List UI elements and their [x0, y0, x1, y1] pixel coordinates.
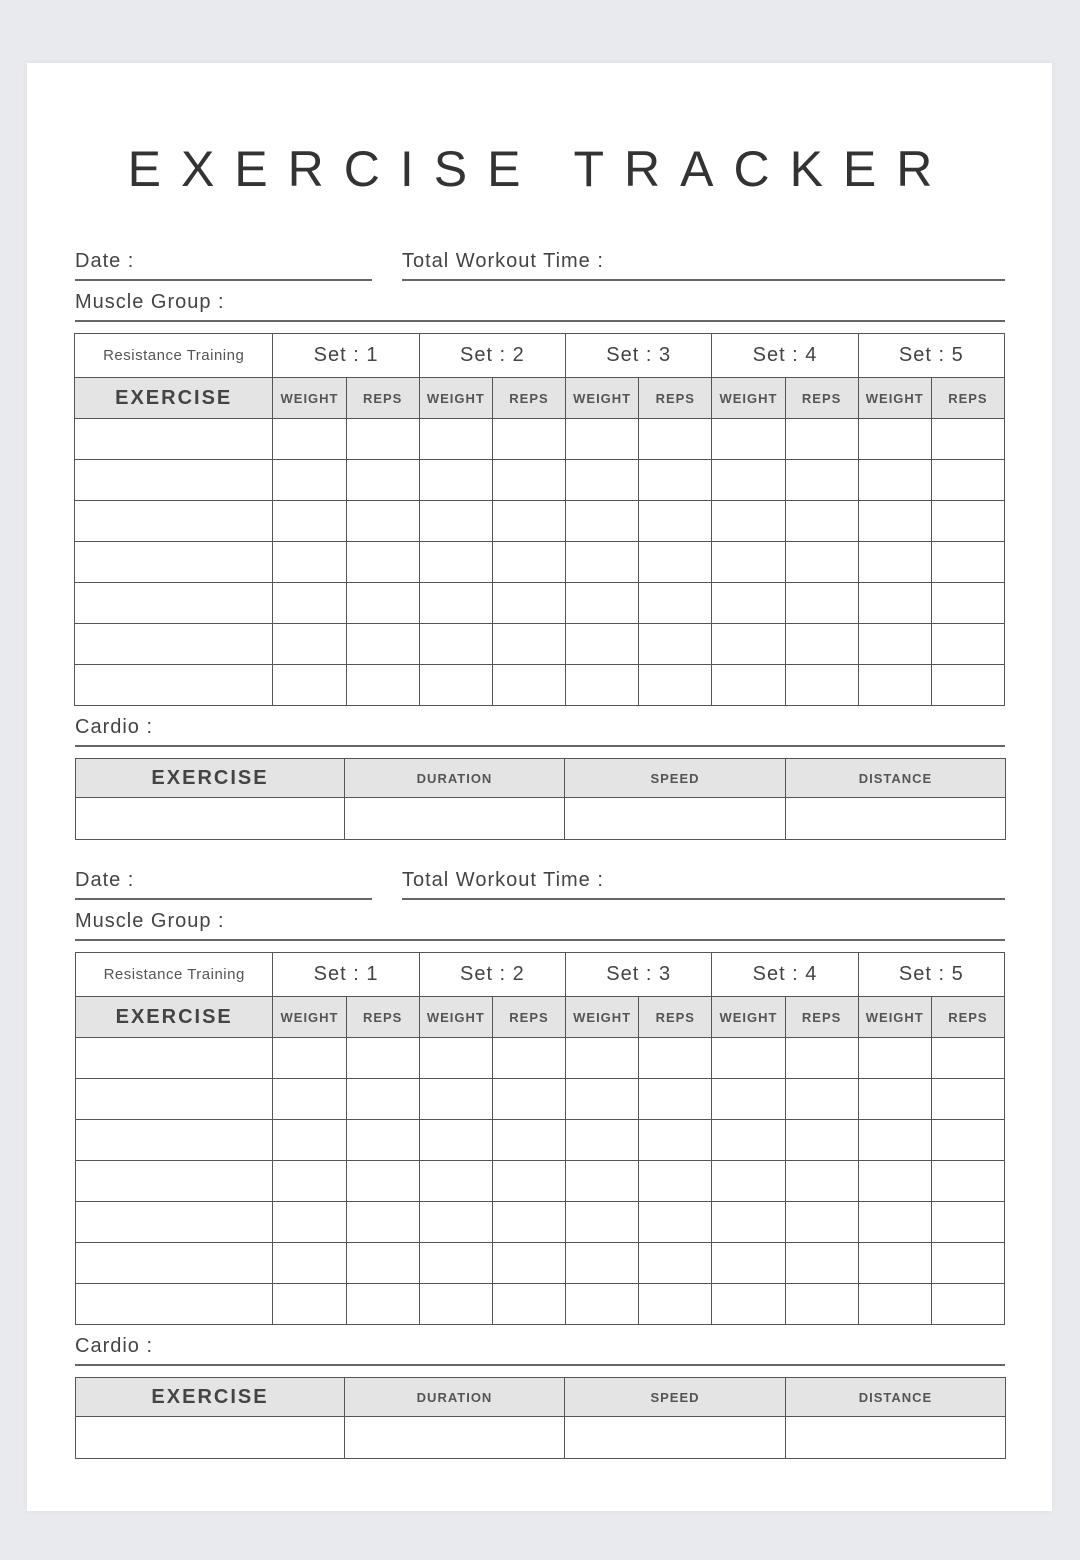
reps-cell[interactable]: [785, 624, 858, 665]
reps-cell[interactable]: [639, 419, 712, 460]
cardio-exercise-cell[interactable]: [76, 1417, 345, 1459]
reps-cell[interactable]: [346, 1120, 419, 1161]
weight-cell[interactable]: [419, 1079, 492, 1120]
resistance-training-table: [74, 333, 1005, 706]
weight-cell[interactable]: [566, 665, 639, 706]
speed-cell[interactable]: [565, 1417, 786, 1459]
weight-cell[interactable]: [858, 1243, 931, 1284]
reps-header: REPS: [785, 997, 858, 1038]
reps-cell[interactable]: [639, 583, 712, 624]
page-title: EXERCISE TRACKER: [127, 141, 953, 197]
reps-cell[interactable]: [931, 1038, 1004, 1079]
weight-header: WEIGHT: [858, 997, 931, 1038]
reps-cell[interactable]: [492, 1243, 565, 1284]
reps-cell[interactable]: [346, 1161, 419, 1202]
total-workout-time-field-line[interactable]: [402, 279, 1005, 281]
date-label: Date :: [75, 869, 135, 891]
exercise-cell[interactable]: [76, 1120, 273, 1161]
resistance-training-label: Resistance Training: [75, 334, 273, 378]
reps-cell[interactable]: [639, 460, 712, 501]
exercise-cell[interactable]: [76, 1161, 273, 1202]
reps-cell[interactable]: [492, 1284, 565, 1325]
weight-cell[interactable]: [712, 1079, 785, 1120]
exercise-cell[interactable]: [76, 1079, 273, 1120]
table-row: [75, 419, 1005, 460]
reps-cell[interactable]: [785, 1038, 858, 1079]
weight-cell[interactable]: [858, 624, 931, 665]
reps-cell[interactable]: [931, 542, 1004, 583]
reps-header: REPS: [639, 997, 712, 1038]
weight-cell[interactable]: [273, 460, 346, 501]
table-row: [75, 624, 1005, 665]
reps-header: REPS: [639, 378, 712, 419]
weight-cell[interactable]: [419, 1120, 492, 1161]
reps-cell[interactable]: [931, 419, 1004, 460]
weight-cell[interactable]: [273, 1284, 346, 1325]
weight-cell[interactable]: [712, 1202, 785, 1243]
weight-cell[interactable]: [858, 1161, 931, 1202]
reps-cell[interactable]: [931, 1284, 1004, 1325]
muscle-group-field-line[interactable]: [75, 939, 1005, 941]
table-row: [75, 583, 1005, 624]
set-1-header: Set : 1: [273, 953, 419, 997]
weight-header: WEIGHT: [566, 997, 639, 1038]
reps-cell[interactable]: [492, 583, 565, 624]
exercise-cell[interactable]: [76, 1202, 273, 1243]
weight-cell[interactable]: [858, 1079, 931, 1120]
set-1-header: Set : 1: [273, 334, 419, 378]
duration-cell[interactable]: [345, 798, 565, 840]
reps-cell[interactable]: [492, 419, 565, 460]
weight-cell[interactable]: [273, 1161, 346, 1202]
reps-cell[interactable]: [785, 1120, 858, 1161]
reps-cell[interactable]: [492, 1038, 565, 1079]
weight-cell[interactable]: [566, 1161, 639, 1202]
weight-cell[interactable]: [858, 665, 931, 706]
weight-cell[interactable]: [566, 583, 639, 624]
weight-cell[interactable]: [712, 1038, 785, 1079]
weight-cell[interactable]: [419, 1243, 492, 1284]
weight-cell[interactable]: [712, 1243, 785, 1284]
weight-cell[interactable]: [273, 501, 346, 542]
reps-cell[interactable]: [785, 1243, 858, 1284]
reps-cell[interactable]: [346, 1079, 419, 1120]
exercise-cell[interactable]: [76, 1284, 273, 1325]
reps-header: REPS: [492, 378, 565, 419]
weight-cell[interactable]: [858, 460, 931, 501]
set-4-header: Set : 4: [712, 334, 858, 378]
reps-cell[interactable]: [346, 419, 419, 460]
reps-cell[interactable]: [346, 1243, 419, 1284]
weight-cell[interactable]: [566, 1079, 639, 1120]
weight-cell[interactable]: [419, 583, 492, 624]
exercise-cell[interactable]: [76, 1038, 273, 1079]
distance-cell[interactable]: [786, 798, 1006, 840]
weight-cell[interactable]: [419, 501, 492, 542]
weight-cell[interactable]: [566, 1284, 639, 1325]
total-workout-time-label: Total Workout Time :: [402, 869, 604, 891]
date-field-line[interactable]: [75, 898, 372, 900]
distance-cell[interactable]: [786, 1417, 1006, 1459]
reps-cell[interactable]: [785, 501, 858, 542]
reps-cell[interactable]: [785, 1284, 858, 1325]
reps-cell[interactable]: [346, 460, 419, 501]
exercise-cell[interactable]: [75, 501, 273, 542]
reps-cell[interactable]: [346, 501, 419, 542]
set-3-header: Set : 3: [566, 334, 712, 378]
cardio-label: Cardio :: [75, 716, 154, 738]
reps-cell[interactable]: [931, 583, 1004, 624]
reps-cell[interactable]: [346, 583, 419, 624]
table-row: [76, 1417, 1006, 1459]
table-row: [76, 1243, 1005, 1284]
weight-cell[interactable]: [858, 419, 931, 460]
reps-cell[interactable]: [931, 460, 1004, 501]
muscle-group-label: Muscle Group :: [75, 910, 225, 932]
duration-cell[interactable]: [345, 1417, 565, 1459]
weight-cell[interactable]: [712, 419, 785, 460]
weight-header: WEIGHT: [712, 997, 785, 1038]
reps-cell[interactable]: [639, 1120, 712, 1161]
reps-header: REPS: [346, 378, 419, 419]
weight-cell[interactable]: [566, 501, 639, 542]
weight-cell[interactable]: [419, 419, 492, 460]
reps-cell[interactable]: [785, 1161, 858, 1202]
reps-cell[interactable]: [346, 665, 419, 706]
set-4-header: Set : 4: [712, 953, 858, 997]
weight-cell[interactable]: [712, 1161, 785, 1202]
table-row: [76, 1202, 1005, 1243]
weight-cell[interactable]: [419, 542, 492, 583]
reps-cell[interactable]: [785, 419, 858, 460]
weight-cell[interactable]: [712, 665, 785, 706]
weight-cell[interactable]: [273, 1079, 346, 1120]
reps-cell[interactable]: [785, 1202, 858, 1243]
weight-cell[interactable]: [566, 1202, 639, 1243]
speed-header: SPEED: [565, 1378, 786, 1417]
table-row: [76, 1161, 1005, 1202]
weight-cell[interactable]: [858, 1284, 931, 1325]
weight-header: WEIGHT: [273, 378, 346, 419]
weight-cell[interactable]: [712, 1120, 785, 1161]
muscle-group-field-line[interactable]: [75, 320, 1005, 322]
reps-header: REPS: [931, 378, 1004, 419]
distance-header: DISTANCE: [786, 1378, 1006, 1417]
weight-cell[interactable]: [419, 1161, 492, 1202]
exercise-cell[interactable]: [75, 419, 273, 460]
reps-header: REPS: [931, 997, 1004, 1038]
weight-cell[interactable]: [273, 1038, 346, 1079]
reps-cell[interactable]: [346, 1038, 419, 1079]
cardio-exercise-cell[interactable]: [76, 798, 345, 840]
weight-cell[interactable]: [273, 1243, 346, 1284]
reps-cell[interactable]: [492, 1161, 565, 1202]
reps-cell[interactable]: [931, 1202, 1004, 1243]
weight-cell[interactable]: [566, 1038, 639, 1079]
weight-cell[interactable]: [712, 583, 785, 624]
weight-cell[interactable]: [858, 501, 931, 542]
cardio-label: Cardio :: [75, 1335, 154, 1357]
table-row: [75, 501, 1005, 542]
weight-cell[interactable]: [566, 624, 639, 665]
date-field-line[interactable]: [75, 279, 372, 281]
weight-header: WEIGHT: [419, 997, 492, 1038]
total-workout-time-field-line[interactable]: [402, 898, 1005, 900]
reps-cell[interactable]: [931, 1161, 1004, 1202]
weight-cell[interactable]: [419, 624, 492, 665]
weight-cell[interactable]: [273, 419, 346, 460]
table-row: [76, 1079, 1005, 1120]
weight-cell[interactable]: [712, 460, 785, 501]
reps-cell[interactable]: [639, 542, 712, 583]
weight-cell[interactable]: [566, 1120, 639, 1161]
exercise-cell[interactable]: [75, 460, 273, 501]
reps-cell[interactable]: [639, 665, 712, 706]
exercise-column-header: EXERCISE: [75, 378, 273, 419]
weight-cell[interactable]: [419, 1202, 492, 1243]
weight-cell[interactable]: [712, 624, 785, 665]
reps-cell[interactable]: [785, 542, 858, 583]
weight-header: WEIGHT: [712, 378, 785, 419]
muscle-group-label: Muscle Group :: [75, 291, 225, 313]
reps-cell[interactable]: [639, 624, 712, 665]
reps-cell[interactable]: [346, 624, 419, 665]
weight-cell[interactable]: [858, 1120, 931, 1161]
speed-cell[interactable]: [565, 798, 786, 840]
reps-cell[interactable]: [492, 1202, 565, 1243]
exercise-cell[interactable]: [75, 542, 273, 583]
reps-header: REPS: [492, 997, 565, 1038]
set-5-header: Set : 5: [858, 334, 1004, 378]
weight-cell[interactable]: [273, 1202, 346, 1243]
weight-cell[interactable]: [419, 665, 492, 706]
reps-cell[interactable]: [785, 1079, 858, 1120]
reps-cell[interactable]: [639, 1202, 712, 1243]
table-row: [75, 542, 1005, 583]
reps-cell[interactable]: [639, 1079, 712, 1120]
duration-header: DURATION: [345, 759, 565, 798]
reps-cell[interactable]: [346, 542, 419, 583]
exercise-cell[interactable]: [76, 1243, 273, 1284]
reps-cell[interactable]: [931, 1120, 1004, 1161]
reps-cell[interactable]: [492, 1079, 565, 1120]
cardio-table: [75, 758, 1006, 840]
cardio-table: [75, 1377, 1006, 1459]
reps-cell[interactable]: [639, 1284, 712, 1325]
reps-cell[interactable]: [492, 542, 565, 583]
exercise-column-header: EXERCISE: [76, 997, 273, 1038]
exercise-cell[interactable]: [75, 624, 273, 665]
table-row: [75, 460, 1005, 501]
weight-cell[interactable]: [712, 542, 785, 583]
weight-cell[interactable]: [566, 1243, 639, 1284]
weight-cell[interactable]: [273, 624, 346, 665]
weight-cell[interactable]: [712, 1284, 785, 1325]
reps-cell[interactable]: [639, 1243, 712, 1284]
speed-header: SPEED: [565, 759, 786, 798]
reps-cell[interactable]: [931, 624, 1004, 665]
weight-cell[interactable]: [858, 542, 931, 583]
reps-cell[interactable]: [931, 501, 1004, 542]
weight-cell[interactable]: [273, 583, 346, 624]
reps-cell[interactable]: [346, 1284, 419, 1325]
weight-cell[interactable]: [858, 1038, 931, 1079]
table-row: [76, 1120, 1005, 1161]
reps-header: REPS: [346, 997, 419, 1038]
reps-cell[interactable]: [346, 1202, 419, 1243]
resistance-training-table: [75, 952, 1005, 1325]
weight-cell[interactable]: [712, 501, 785, 542]
reps-cell[interactable]: [785, 665, 858, 706]
weight-cell[interactable]: [273, 1120, 346, 1161]
exercise-cell[interactable]: [75, 583, 273, 624]
weight-header: WEIGHT: [858, 378, 931, 419]
reps-cell[interactable]: [492, 460, 565, 501]
reps-cell[interactable]: [639, 1161, 712, 1202]
set-5-header: Set : 5: [858, 953, 1004, 997]
weight-cell[interactable]: [566, 419, 639, 460]
weight-header: WEIGHT: [566, 378, 639, 419]
reps-cell[interactable]: [639, 501, 712, 542]
table-row: [75, 665, 1005, 706]
weight-cell[interactable]: [419, 1038, 492, 1079]
reps-cell[interactable]: [931, 1243, 1004, 1284]
weight-cell[interactable]: [858, 583, 931, 624]
exercise-cell[interactable]: [75, 665, 273, 706]
table-row: [76, 1038, 1005, 1079]
resistance-training-label: Resistance Training: [76, 953, 273, 997]
distance-header: DISTANCE: [786, 759, 1006, 798]
weight-cell[interactable]: [566, 542, 639, 583]
weight-cell[interactable]: [419, 460, 492, 501]
weight-cell[interactable]: [858, 1202, 931, 1243]
reps-cell[interactable]: [785, 460, 858, 501]
cardio-field-line[interactable]: [75, 1364, 1005, 1366]
reps-cell[interactable]: [492, 665, 565, 706]
weight-header: WEIGHT: [419, 378, 492, 419]
cardio-exercise-header: EXERCISE: [76, 759, 345, 798]
reps-cell[interactable]: [931, 1079, 1004, 1120]
table-row: [76, 798, 1006, 840]
reps-cell[interactable]: [931, 665, 1004, 706]
date-label: Date :: [75, 250, 135, 272]
weight-cell[interactable]: [273, 665, 346, 706]
reps-cell[interactable]: [492, 624, 565, 665]
cardio-field-line[interactable]: [75, 745, 1005, 747]
reps-cell[interactable]: [492, 501, 565, 542]
weight-cell[interactable]: [566, 460, 639, 501]
duration-header: DURATION: [345, 1378, 565, 1417]
set-2-header: Set : 2: [419, 334, 565, 378]
set-2-header: Set : 2: [419, 953, 565, 997]
weight-header: WEIGHT: [273, 997, 346, 1038]
total-workout-time-label: Total Workout Time :: [402, 250, 604, 272]
weight-cell[interactable]: [273, 542, 346, 583]
set-3-header: Set : 3: [566, 953, 712, 997]
reps-cell[interactable]: [639, 1038, 712, 1079]
reps-cell[interactable]: [785, 583, 858, 624]
reps-header: REPS: [785, 378, 858, 419]
table-row: [76, 1284, 1005, 1325]
weight-cell[interactable]: [419, 1284, 492, 1325]
cardio-exercise-header: EXERCISE: [76, 1378, 345, 1417]
reps-cell[interactable]: [492, 1120, 565, 1161]
